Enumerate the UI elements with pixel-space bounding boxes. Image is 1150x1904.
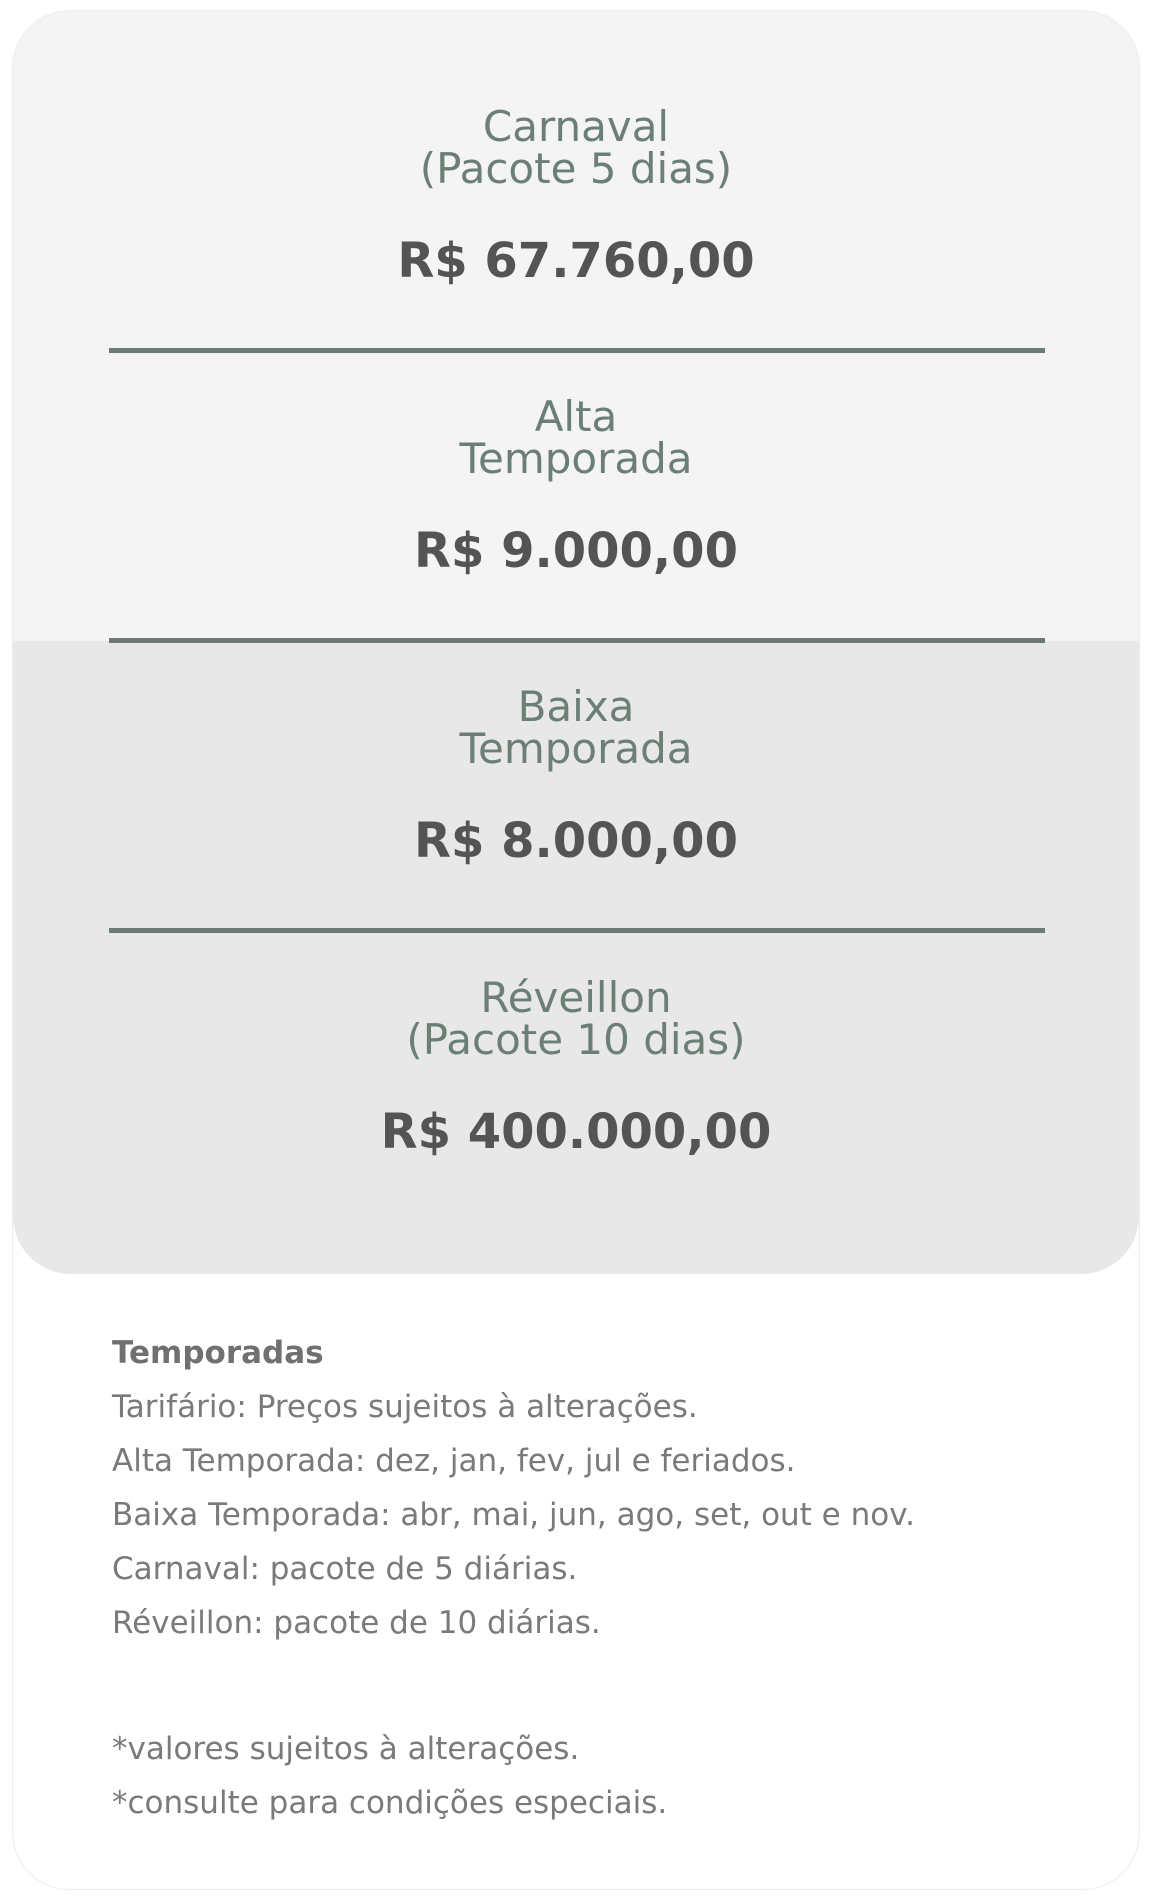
- plan-name-line2: Temporada: [459, 434, 693, 483]
- plan-name-line2: (Pacote 5 dias): [419, 144, 733, 193]
- plan-price: R$ 400.000,00: [380, 1104, 772, 1160]
- notes-line: Alta Temporada: dez, jan, fev, jul e feriados.: [112, 1443, 796, 1479]
- plan-name-line1: Baixa: [517, 682, 635, 731]
- footnote: *consulte para condições especiais.: [112, 1785, 668, 1821]
- plan-name-line2: Temporada: [459, 724, 693, 773]
- plan-divider: [109, 928, 1045, 933]
- notes-heading: Temporadas: [112, 1335, 324, 1371]
- notes-line: Baixa Temporada: abr, mai, jun, ago, set, out e nov.: [112, 1497, 916, 1533]
- notes-line: Tarifário: Preços sujeitos à alterações.: [112, 1389, 698, 1425]
- plan-alta-temporada: [13, 392, 1139, 579]
- plan-name-line1: Carnaval: [482, 102, 670, 151]
- plan-carnaval: [13, 102, 1139, 289]
- notes-spacer: [112, 1650, 1072, 1722]
- season-notes: [112, 1326, 1072, 1830]
- plan-name-line1: Réveillon: [480, 973, 672, 1022]
- plan-price: R$ 8.000,00: [414, 813, 738, 869]
- notes-line: Réveillon: pacote de 10 diárias.: [112, 1605, 601, 1641]
- plan-name-line2: (Pacote 10 dias): [406, 1015, 746, 1064]
- plan-price: R$ 67.760,00: [397, 233, 755, 289]
- plan-reveillon: [13, 973, 1139, 1160]
- plan-baixa-temporada: [13, 682, 1139, 869]
- plan-divider: [109, 638, 1045, 643]
- footnote: *valores sujeitos à alterações.: [112, 1731, 580, 1767]
- notes-line: Carnaval: pacote de 5 diárias.: [112, 1551, 578, 1587]
- plan-divider: [109, 348, 1045, 353]
- pricing-card: [12, 10, 1140, 1890]
- plan-price: R$ 9.000,00: [414, 523, 738, 579]
- plan-name-line1: Alta: [534, 392, 618, 441]
